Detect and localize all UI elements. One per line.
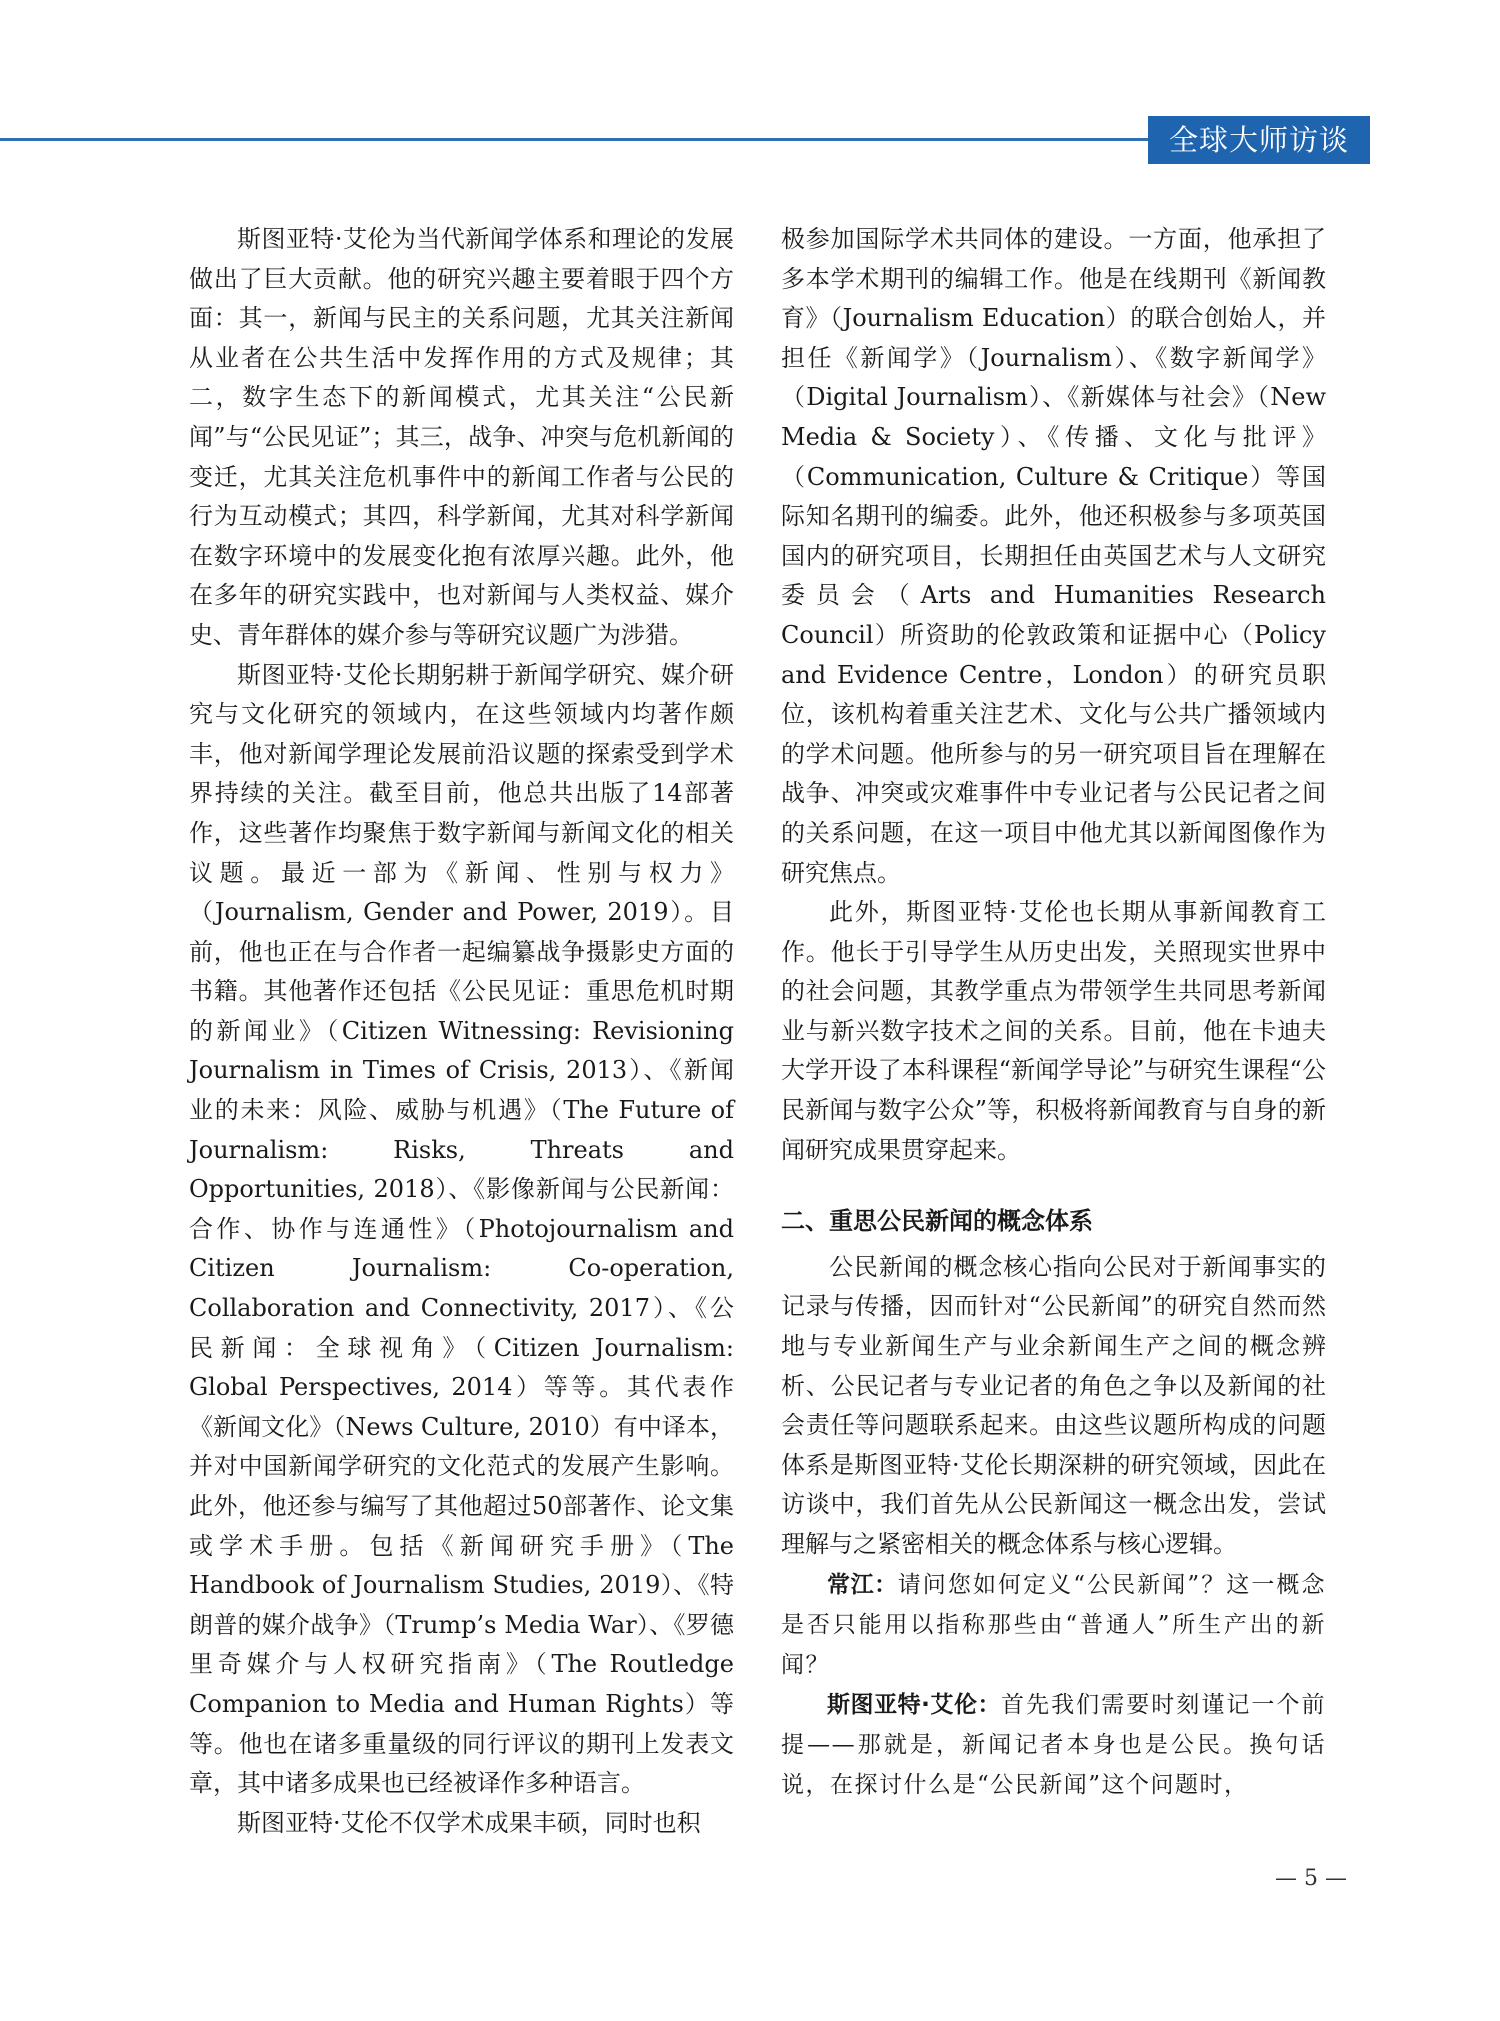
page-number: — 5 — — [1275, 1866, 1347, 1891]
paragraph: 斯图亚特·艾伦为当代新闻学体系和理论的发展做出了巨大贡献。他的研究兴趣主要着眼于四个方面：其一，新闻与民主的关系问题，尤其关注新闻从业者在公共生活中发挥作用的方式及规律；其二，数字生态下的新闻模式，尤其关注“公民新闻”与“公民见证”；其三，战争、冲突与危机新闻的变迁，尤其关注危机事件中的新闻工作者与公民的行为互动模式；其四，科学新闻，尤其对科学新闻在数字环境中的发展变化抱有浓厚兴趣。此外，他在多年的研究实践中，也对新闻与人类权益、媒介史、青年群体的媒介参与等研究议题广为涉猎。 — [189, 225, 734, 649]
paragraph: 斯图亚特·艾伦长期躬耕于新闻学研究、媒介研究与文化研究的领域内，在这些领域内均著作颇丰，他对新闻学理论发展前沿议题的探索受到学术界持续的关注。截至目前，他总共出版了14部著作，这些著作均聚焦于数字新闻与新闻文化的相关议题。最近一部为《新闻、性别与权力》（Journalism, Gender and Power, 2019）。目前，他也正在与合作者一起编纂战争摄影史方面的书籍。其他著作还包括《公民见证：重思危机时期的新闻业》（Citizen Witnessing: Revisioning Journalism in Times of Crisis, 2013）、《新闻业的未来：风险、威胁与机遇》（The Future of Journalism: Risks, Threats and Opportunities, 2018）、《影像新闻与公民新闻：合作、协作与连通性》（Photojournalism and Citizen Journalism: Co-operation, Collaboration and Connectivity, 2017）、《公民新闻：全球视角》（Citizen Journalism: Global Perspectives, 2014）等等。其代表作《新闻文化》（News Culture, 2010）有中译本，并对中国新闻学研究的文化范式的发展产生影响。此外，他还参与编写了其他超过50部著作、论文集或学术手册。包括《新闻研究手册》（The Handbook of Journalism Studies, 2019）、《特朗普的媒介战争》（Trump’s Media War）、《罗德里奇媒介与人权研究指南》（The Routledge Companion to Media and Human Rights）等等。他也在诸多重量级的同行评议的期刊上发表文章，其中诸多成果也已经被译作多种语言。 — [189, 660, 734, 1798]
section-title-tab: 全球大师访谈 — [1148, 116, 1370, 164]
right-column — [781, 220, 1326, 1805]
section-heading: 二、重思公民新闻的概念体系 — [781, 1207, 1093, 1236]
left-column — [189, 220, 734, 1843]
speaker-name: 常江： — [827, 1571, 898, 1598]
speaker-name: 斯图亚特·艾伦： — [827, 1691, 1002, 1718]
paragraph: 公民新闻的概念核心指向公民对于新闻事实的记录与传播，因而针对“公民新闻”的研究自然而然地与专业新闻生产与业余新闻生产之间的概念辨析、公民记者与专业记者的角色之争以及新闻的社会责任等问题联系起来。由这些议题所构成的问题体系是斯图亚特·艾伦长期深耕的研究领域，因此在访谈中，我们首先从公民新闻这一概念出发，尝试理解与之紧密相关的概念体系与核心逻辑。 — [781, 1252, 1326, 1558]
interview-text: 首先我们需要时刻谨记一个前提——那就是，新闻记者本身也是公民。换句话说，在探讨什么是“公民新闻”这个问题时， — [781, 1691, 1326, 1798]
interview-question — [781, 1565, 1326, 1685]
interview-text: 请问您如何定义“公民新闻”？这一概念是否只能用以指称那些由“普通人”所生产出的新闻？ — [781, 1571, 1326, 1678]
interview-answer — [781, 1685, 1326, 1805]
header-rule — [0, 138, 1148, 141]
paragraph: 此外，斯图亚特·艾伦也长期从事新闻教育工作。他长于引导学生从历史出发，关照现实世界中的社会问题，其教学重点为带领学生共同思考新闻业与新兴数字技术之间的关系。目前，他在卡迪夫大学开设了本科课程“新闻学导论”与研究生课程“公民新闻与数字公众”等，积极将新闻教育与自身的新闻研究成果贯穿起来。 — [781, 898, 1326, 1164]
paragraph: 斯图亚特·艾伦不仅学术成果丰硕，同时也积 — [237, 1808, 701, 1837]
paragraph: 极参加国际学术共同体的建设。一方面，他承担了多本学术期刊的编辑工作。他是在线期刊《新闻教育》（Journalism Education）的联合创始人，并担任《新闻学》（Journalism）、《数字新闻学》（Digital Journalism）、《新媒体与社会》（New Media & Society）、《传播、文化与批评》（Communication, Culture & Critique）等国际知名期刊的编委。此外，他还积极参与多项英国国内的研究项目，长期担任由英国艺术与人文研究委员会（Arts and Humanities Research Council）所资助的伦敦政策和证据中心（Policy and Evidence Centre，London）的研究员职位，该机构着重关注艺术、文化与公共广播领域内的学术问题。他所参与的另一研究项目旨在理解在战争、冲突或灾难事件中专业记者与公民记者之间的关系问题，在这一项目中他尤其以新闻图像作为研究焦点。 — [781, 225, 1326, 887]
